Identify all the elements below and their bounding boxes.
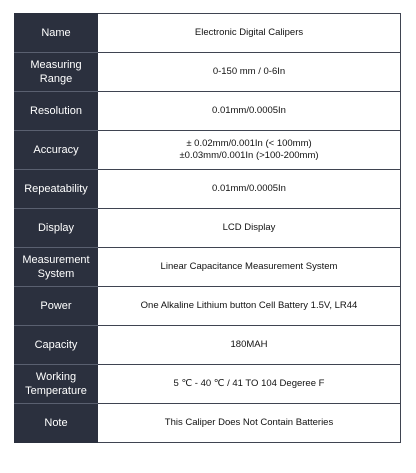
spec-label: Accuracy [15, 131, 98, 170]
spec-row-repeatability [15, 170, 401, 209]
spec-value [98, 131, 401, 170]
spec-value [98, 170, 401, 209]
spec-table [14, 13, 401, 443]
spec-value [98, 209, 401, 248]
spec-value-line: 0.01mm/0.0005In [212, 104, 286, 116]
spec-label: Power [15, 287, 98, 326]
spec-value [98, 248, 401, 287]
spec-row-name [15, 14, 401, 53]
spec-value [98, 326, 401, 365]
spec-value-line: Electronic Digital Calipers [194, 26, 304, 38]
spec-row-power [15, 287, 401, 326]
spec-row-resolution [15, 92, 401, 131]
spec-value-line: This Caliper Does Not Contain Batteries [164, 416, 334, 428]
spec-label: Working Temperature [15, 365, 98, 404]
spec-value-line: ±0.03mm/0.001In (>100-200mm) [179, 150, 319, 161]
spec-row-accuracy [15, 131, 401, 170]
spec-value [98, 14, 401, 53]
spec-value-line: One Alkaline Lithium button Cell Battery 1.5V, LR44 [140, 299, 358, 311]
spec-value-line: 0-150 mm / 0-6In [212, 65, 286, 77]
spec-value-line: Linear Capacitance Measurement System [160, 260, 338, 272]
spec-label: Display [15, 209, 98, 248]
spec-row-measurement-system [15, 248, 401, 287]
spec-row-working-temperature [15, 365, 401, 404]
spec-row-display [15, 209, 401, 248]
spec-value [98, 287, 401, 326]
spec-value [98, 365, 401, 404]
spec-value-line: LCD Display [222, 221, 276, 233]
spec-row-measuring-range [15, 53, 401, 92]
spec-value-line: 0.01mm/0.0005In [212, 182, 286, 194]
spec-label: Name [15, 14, 98, 53]
spec-value-line: ± 0.02mm/0.001In (< 100mm) [186, 137, 312, 149]
spec-value-line: 180MAH [230, 338, 268, 350]
spec-row-capacity [15, 326, 401, 365]
spec-label: Measurement System [15, 248, 98, 287]
spec-value [98, 53, 401, 92]
spec-value [98, 92, 401, 131]
spec-label: Capacity [15, 326, 98, 365]
spec-value-line: 5 ℃ - 40 ℃ / 41 TO 104 Degeree F [173, 377, 325, 389]
spec-row-note [15, 404, 401, 443]
spec-label: Measuring Range [15, 53, 98, 92]
spec-label: Note [15, 404, 98, 443]
spec-label: Repeatability [15, 170, 98, 209]
spec-value [98, 404, 401, 443]
spec-label: Resolution [15, 92, 98, 131]
